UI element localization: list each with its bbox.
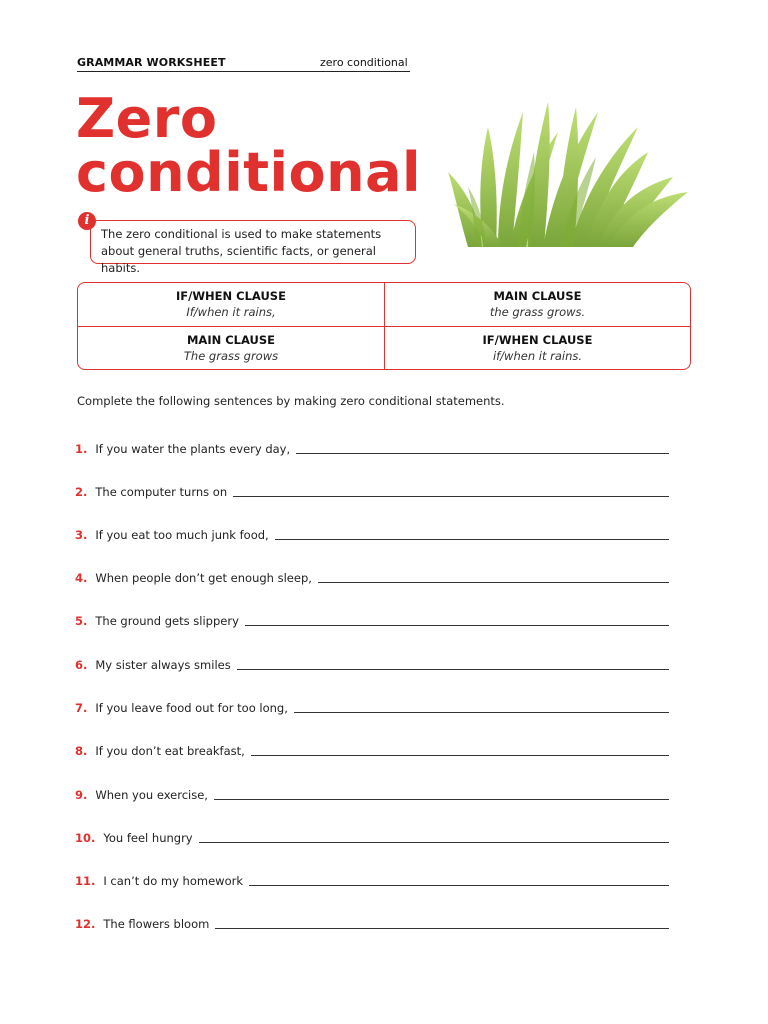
exercise-item (75, 874, 669, 888)
exercise-number: 4. (75, 571, 88, 585)
answer-line[interactable] (233, 495, 669, 497)
header-divider (77, 71, 410, 72)
table-cell (384, 326, 690, 369)
page-title (76, 87, 422, 204)
exercise-prompt: If you water the plants every day, (95, 442, 291, 456)
exercise-number: 9. (75, 788, 88, 802)
definition-box (90, 220, 416, 275)
answer-line[interactable] (245, 624, 669, 626)
exercise-prompt: When you exercise, (95, 788, 208, 802)
info-icon: i (78, 212, 96, 230)
exercise-prompt: My sister always smiles (95, 658, 231, 672)
table-cell (384, 283, 690, 326)
exercise-prompt: If you leave food out for too long, (95, 701, 288, 715)
clause-order-table (77, 282, 691, 370)
worksheet-label: GRAMMAR WORKSHEET (77, 56, 226, 69)
exercise-item (75, 744, 669, 758)
answer-line[interactable] (215, 927, 669, 929)
answer-line[interactable] (275, 538, 669, 540)
table-cell (78, 283, 384, 326)
exercise-number: 5. (75, 614, 88, 628)
cell-heading: IF/WHEN CLAUSE (176, 289, 286, 303)
exercise-prompt: The ground gets slippery (95, 614, 239, 628)
exercise-prompt: You feel hungry (103, 831, 193, 845)
exercise-prompt: The flowers bloom (103, 917, 210, 931)
exercise-prompt: If you don’t eat breakfast, (95, 744, 245, 758)
exercise-item (75, 917, 669, 931)
grass-illustration (448, 92, 688, 252)
title-line-2: conditional (76, 141, 422, 204)
topic-label: zero conditional (320, 56, 408, 69)
title-line-1: Zero (76, 87, 218, 150)
exercise-number: 1. (75, 442, 88, 456)
exercise-number: 10. (75, 831, 96, 845)
exercise-number: 11. (75, 874, 96, 888)
cell-example: the grass grows. (489, 305, 586, 319)
exercise-number: 7. (75, 701, 88, 715)
exercise-number: 6. (75, 658, 88, 672)
table-cell (78, 326, 384, 369)
exercise-prompt: If you eat too much junk food, (95, 528, 269, 542)
exercise-number: 3. (75, 528, 88, 542)
exercise-item (75, 701, 669, 715)
exercise-item (75, 614, 669, 628)
exercise-number: 12. (75, 917, 96, 931)
exercise-prompt: The computer turns on (95, 485, 228, 499)
answer-line[interactable] (199, 841, 669, 843)
exercise-prompt: I can’t do my homework (103, 874, 243, 888)
exercise-number: 2. (75, 485, 88, 499)
exercise-item (75, 571, 669, 585)
exercise-item (75, 831, 669, 845)
answer-line[interactable] (249, 884, 669, 886)
exercise-item (75, 528, 669, 542)
cell-example: if/when it rains. (492, 348, 583, 363)
answer-line[interactable] (294, 711, 669, 713)
cell-heading: MAIN CLAUSE (493, 289, 582, 303)
instructions: Complete the following sentences by making zero conditional statements. (77, 394, 505, 408)
answer-line[interactable] (318, 581, 669, 583)
cell-example: If/when it rains, (186, 305, 276, 319)
exercise-prompt: When people don’t get enough sleep, (95, 571, 312, 585)
answer-line[interactable] (214, 798, 669, 800)
exercise-number: 8. (75, 744, 88, 758)
answer-line[interactable] (296, 452, 669, 454)
exercise-item (75, 485, 669, 499)
definition-text: The zero conditional is used to make statements about general truths, scientific facts, or general habits. (101, 227, 382, 275)
exercise-item (75, 788, 669, 802)
cell-example: The grass grows (183, 348, 279, 363)
exercise-item (75, 658, 669, 672)
answer-line[interactable] (237, 668, 669, 670)
exercise-item (75, 442, 669, 456)
cell-heading: MAIN CLAUSE (186, 332, 276, 347)
answer-line[interactable] (251, 754, 669, 756)
cell-heading: IF/WHEN CLAUSE (482, 332, 593, 347)
